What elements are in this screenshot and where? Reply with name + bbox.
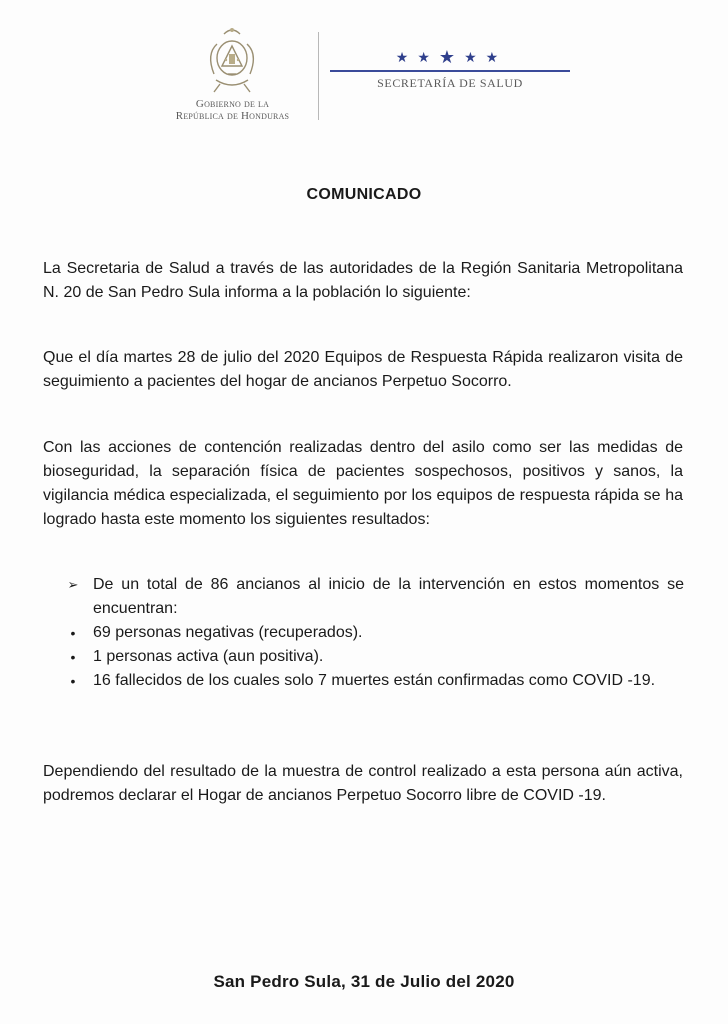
list-item [64,669,684,693]
document-title: COMUNICADO [306,186,422,203]
arrow-bullet-icon: ➢ [67,577,79,592]
list-item-text: 1 personas activa (aun positiva). [93,648,324,665]
bullet-icon: • [70,649,76,665]
letterhead [150,18,580,128]
star-icon: ★ [464,49,477,65]
header-rule [330,70,570,72]
results-list [64,573,684,693]
list-item-text: 69 personas negativas (recuperados). [93,624,363,641]
coat-of-arms-icon [200,24,264,96]
list-item [64,621,684,645]
star-icon: ★ [485,49,499,65]
star-icon: ★ [438,47,456,67]
paragraph-visit: Que el día martes 28 de julio del 2020 Equipos de Respuesta Rápida realizaron visita de seguimiento a pacientes del hogar de ancianos Perpetuo Socorro. [43,349,683,390]
list-item-text: De un total de 86 ancianos al inicio de la intervención en estos momentos se encuentran: [93,576,684,617]
bullet-icon: • [70,625,76,641]
ministry-name: SECRETARÍA DE SALUD [377,76,523,90]
list-item-text: 16 fallecidos de los cuales solo 7 muertes están confirmadas como COVID -19. [93,672,656,689]
government-name-line2: República de Honduras [175,110,290,122]
paragraph-conclusion: Dependiendo del resultado de la muestra de control realizado a esta persona aún activa, podremos declarar el Hogar de ancianos Perpetuo Socorro libre de COVID -19. [43,763,683,804]
list-item [64,645,684,669]
star-icon: ★ [395,49,409,65]
header-divider [318,32,319,120]
place-and-date: San Pedro Sula, 31 de Julio del 2020 [213,972,515,991]
stars-row [382,48,512,66]
bullet-icon: • [70,673,76,689]
government-name [150,98,315,122]
list-item [64,573,684,621]
star-icon: ★ [417,49,430,65]
paragraph-actions: Con las acciones de contención realizadas dentro del asilo como ser las medidas de bioseguridad, la separación física de pacientes sospechosos, positivos y sanos, la vigilancia médica especializada, el seguimiento por los equipos de respuesta rápida se ha logrado hasta este momento los siguientes resultados: [43,439,683,528]
government-name-line1: Gobierno de la [195,98,270,110]
paragraph-intro: La Secretaria de Salud a través de las autoridades de la Región Sanitaria Metropolitana N. 20 de San Pedro Sula informa a la población lo siguiente: [43,260,683,301]
